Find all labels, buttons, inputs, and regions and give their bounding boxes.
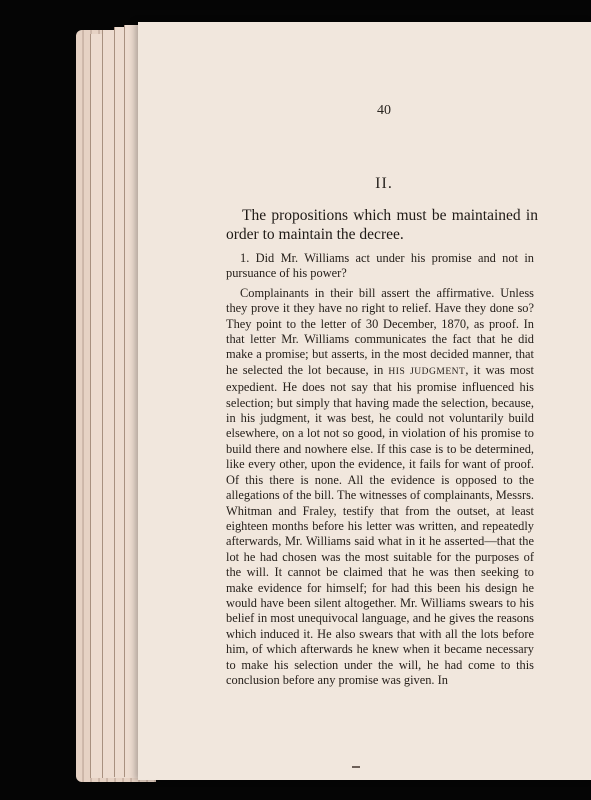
section-numeral: II. [375,175,393,192]
body-text [226,251,534,688]
paragraph-argument [226,286,534,689]
paragraph-text: , it was most expedient. He does not say that his promise influenced his selection; but simply that having made the selection, because, in his judgment, it was best, he could not voluntarily build elsewhere, on a lot not so good, in violation of his promise to build there and nowhere else. If this case is to be determined, like every other, upon the evidence, it fails for want of proof. Of this there is none. All the evidence is opposed to the allegations of the bill. The witnesses of complainants, Messrs. Whitman and Fraley, testify that from the outset, at least eighteen months before his letter was written, and repeatedly afterwards, Mr. Williams said what in it he asserted—that the lot he had chosen was the most suitable for the purposes of the will. It cannot be claimed that he was then seeking to make evidence for himself; for had this been his design he would have been silent altogether. Mr. Williams swears to his belief in most unequivocal language, and he gives the reasons which induced it. He also swears that with all the lots before him, of which afterwards he knew when it became necessary to make his selection under the will, he had come to this conclusion before any promise was given. In [226,362,534,687]
small-caps-phrase: HIS JUDGMENT [388,366,466,377]
paragraph-question: 1. Did Mr. Williams act under his promise and not in pursuance of his power? [226,251,534,281]
page-number: 40 [377,103,391,118]
section-heading: The propositions which must be maintained in order to maintain the decree. [226,207,538,243]
paragraph-text: Complainants in their bill assert the affirmative. Unless they prove it they have no right to relief. Have they done so? They point to the letter of 30 December, 1870, as proof. In that letter Mr. Williams communicates the fact that he did make a promise; but asserts, in the most decided manner, that he selected the lot because, in [226,285,534,377]
fold-mark [352,766,360,768]
